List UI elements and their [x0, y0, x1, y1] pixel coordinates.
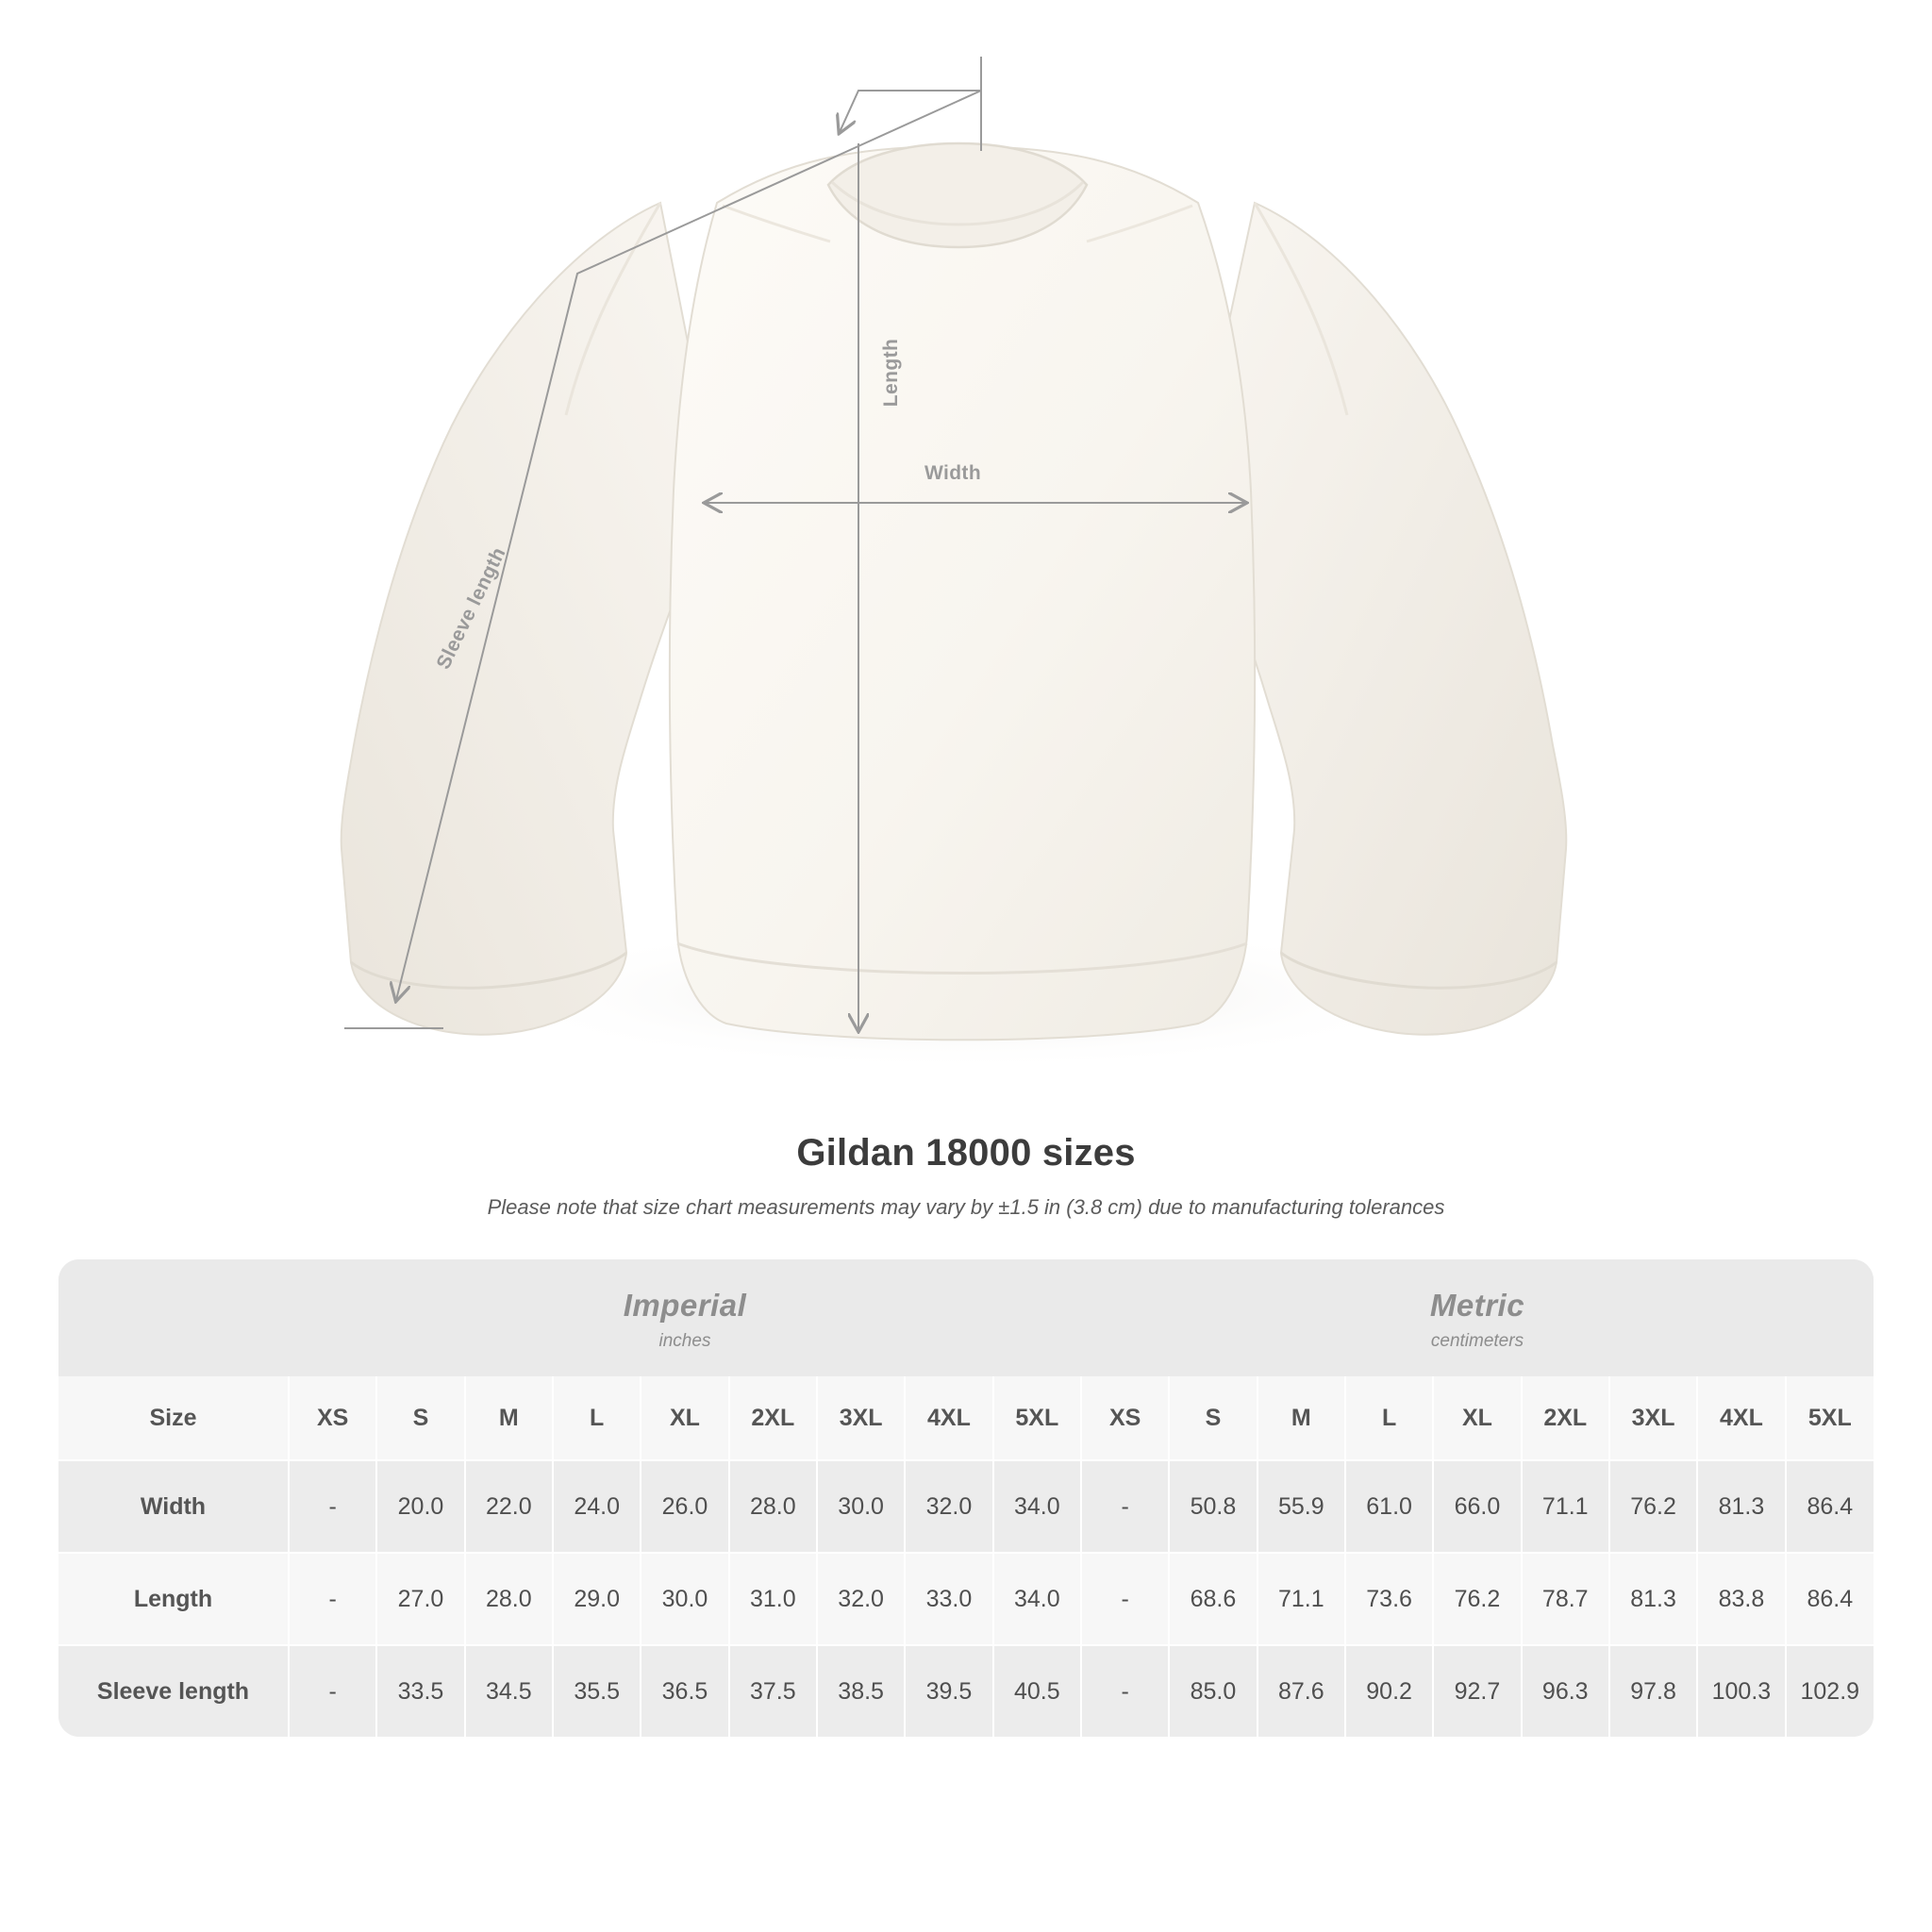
table-cell: 71.1: [1522, 1460, 1609, 1553]
table-cell: 36.5: [641, 1645, 728, 1737]
table-cell: 35.5: [553, 1645, 641, 1737]
size-header-label: Size: [58, 1376, 289, 1460]
size-table: [58, 1259, 1874, 1737]
table-cell: 30.0: [817, 1460, 905, 1553]
size-header-cell: 3XL: [817, 1376, 905, 1460]
table-cell: 102.9: [1786, 1645, 1874, 1737]
width-dimension-label: Width: [924, 462, 982, 484]
table-cell: 29.0: [553, 1553, 641, 1645]
tolerance-note: Please note that size chart measurements may vary by ±1.5 in (3.8 cm) due to manufacturing tolerances: [487, 1195, 1445, 1219]
size-header-cell: L: [1345, 1376, 1433, 1460]
metric-unit-name: Metric: [1429, 1288, 1525, 1323]
table-cell: 96.3: [1522, 1645, 1609, 1737]
table-cell: 85.0: [1169, 1645, 1257, 1737]
size-header-cell: 4XL: [905, 1376, 992, 1460]
title-block: [0, 1132, 1932, 1220]
size-header-cell: S: [376, 1376, 464, 1460]
table-row: [58, 1460, 1874, 1553]
table-cell: 92.7: [1433, 1645, 1521, 1737]
table-cell: 40.5: [993, 1645, 1081, 1737]
table-cell: 86.4: [1786, 1553, 1874, 1645]
table-row: [58, 1553, 1874, 1645]
table-cell: 55.9: [1257, 1460, 1345, 1553]
table-cell: 76.2: [1609, 1460, 1697, 1553]
metric-unit-header: [1081, 1259, 1874, 1376]
size-header-cell: 2XL: [729, 1376, 817, 1460]
unit-header-row: [58, 1259, 1874, 1376]
size-header-cell: XS: [289, 1376, 376, 1460]
table-cell: 76.2: [1433, 1553, 1521, 1645]
size-header-cell: XL: [641, 1376, 728, 1460]
table-cell: 100.3: [1697, 1645, 1785, 1737]
row-label-sleeve-length: Sleeve length: [58, 1645, 289, 1737]
table-cell: 22.0: [465, 1460, 553, 1553]
table-row: [58, 1645, 1874, 1737]
size-header-cell: XL: [1433, 1376, 1521, 1460]
imperial-unit-sub: inches: [658, 1331, 711, 1351]
size-header-cell: 3XL: [1609, 1376, 1697, 1460]
table-cell: -: [1081, 1553, 1169, 1645]
table-cell: 50.8: [1169, 1460, 1257, 1553]
imperial-unit-name: Imperial: [623, 1288, 747, 1323]
table-cell: 81.3: [1609, 1553, 1697, 1645]
page-title: Gildan 18000 sizes: [796, 1132, 1136, 1174]
row-label-length: Length: [58, 1553, 289, 1645]
table-cell: 28.0: [729, 1460, 817, 1553]
table-cell: 90.2: [1345, 1645, 1433, 1737]
length-dimension-label: Length: [880, 338, 902, 408]
table-cell: -: [289, 1460, 376, 1553]
size-header-cell: M: [1257, 1376, 1345, 1460]
size-header-cell: 5XL: [1786, 1376, 1874, 1460]
table-cell: 34.5: [465, 1645, 553, 1737]
size-header-cell: M: [465, 1376, 553, 1460]
size-header-cell: XS: [1081, 1376, 1169, 1460]
row-label-width: Width: [58, 1460, 289, 1553]
table-cell: -: [1081, 1460, 1169, 1553]
table-cell: 78.7: [1522, 1553, 1609, 1645]
table-cell: 33.0: [905, 1553, 992, 1645]
size-header-cell: S: [1169, 1376, 1257, 1460]
table-cell: 32.0: [817, 1553, 905, 1645]
size-header-cell: 4XL: [1697, 1376, 1785, 1460]
metric-unit-sub: centimeters: [1430, 1331, 1524, 1351]
table-cell: 61.0: [1345, 1460, 1433, 1553]
table-cell: 87.6: [1257, 1645, 1345, 1737]
size-header-row: [58, 1376, 1874, 1460]
imperial-unit-header: [289, 1259, 1081, 1376]
size-header-cell: 5XL: [993, 1376, 1081, 1460]
table-cell: 97.8: [1609, 1645, 1697, 1737]
size-header-cell: L: [553, 1376, 641, 1460]
table-cell: -: [289, 1645, 376, 1737]
table-cell: 37.5: [729, 1645, 817, 1737]
table-cell: 30.0: [641, 1553, 728, 1645]
table-cell: 86.4: [1786, 1460, 1874, 1553]
table-cell: 38.5: [817, 1645, 905, 1737]
table-cell: 31.0: [729, 1553, 817, 1645]
table-cell: -: [289, 1553, 376, 1645]
table-cell: 26.0: [641, 1460, 728, 1553]
table-cell: 28.0: [465, 1553, 553, 1645]
table-cell: 24.0: [553, 1460, 641, 1553]
unit-header-spacer: [58, 1259, 289, 1376]
table-cell: 68.6: [1169, 1553, 1257, 1645]
table-cell: -: [1081, 1645, 1169, 1737]
size-table-wrapper: [58, 1259, 1874, 1737]
table-cell: 34.0: [993, 1460, 1081, 1553]
size-header-cell: 2XL: [1522, 1376, 1609, 1460]
table-cell: 27.0: [376, 1553, 464, 1645]
table-cell: 33.5: [376, 1645, 464, 1737]
table-cell: 32.0: [905, 1460, 992, 1553]
table-cell: 83.8: [1697, 1553, 1785, 1645]
table-cell: 73.6: [1345, 1553, 1433, 1645]
table-cell: 66.0: [1433, 1460, 1521, 1553]
table-cell: 34.0: [993, 1553, 1081, 1645]
table-cell: 71.1: [1257, 1553, 1345, 1645]
sleeve-length-dimension-label: Sleeve length: [432, 543, 510, 674]
table-cell: 81.3: [1697, 1460, 1785, 1553]
table-cell: 20.0: [376, 1460, 464, 1553]
table-cell: 39.5: [905, 1645, 992, 1737]
